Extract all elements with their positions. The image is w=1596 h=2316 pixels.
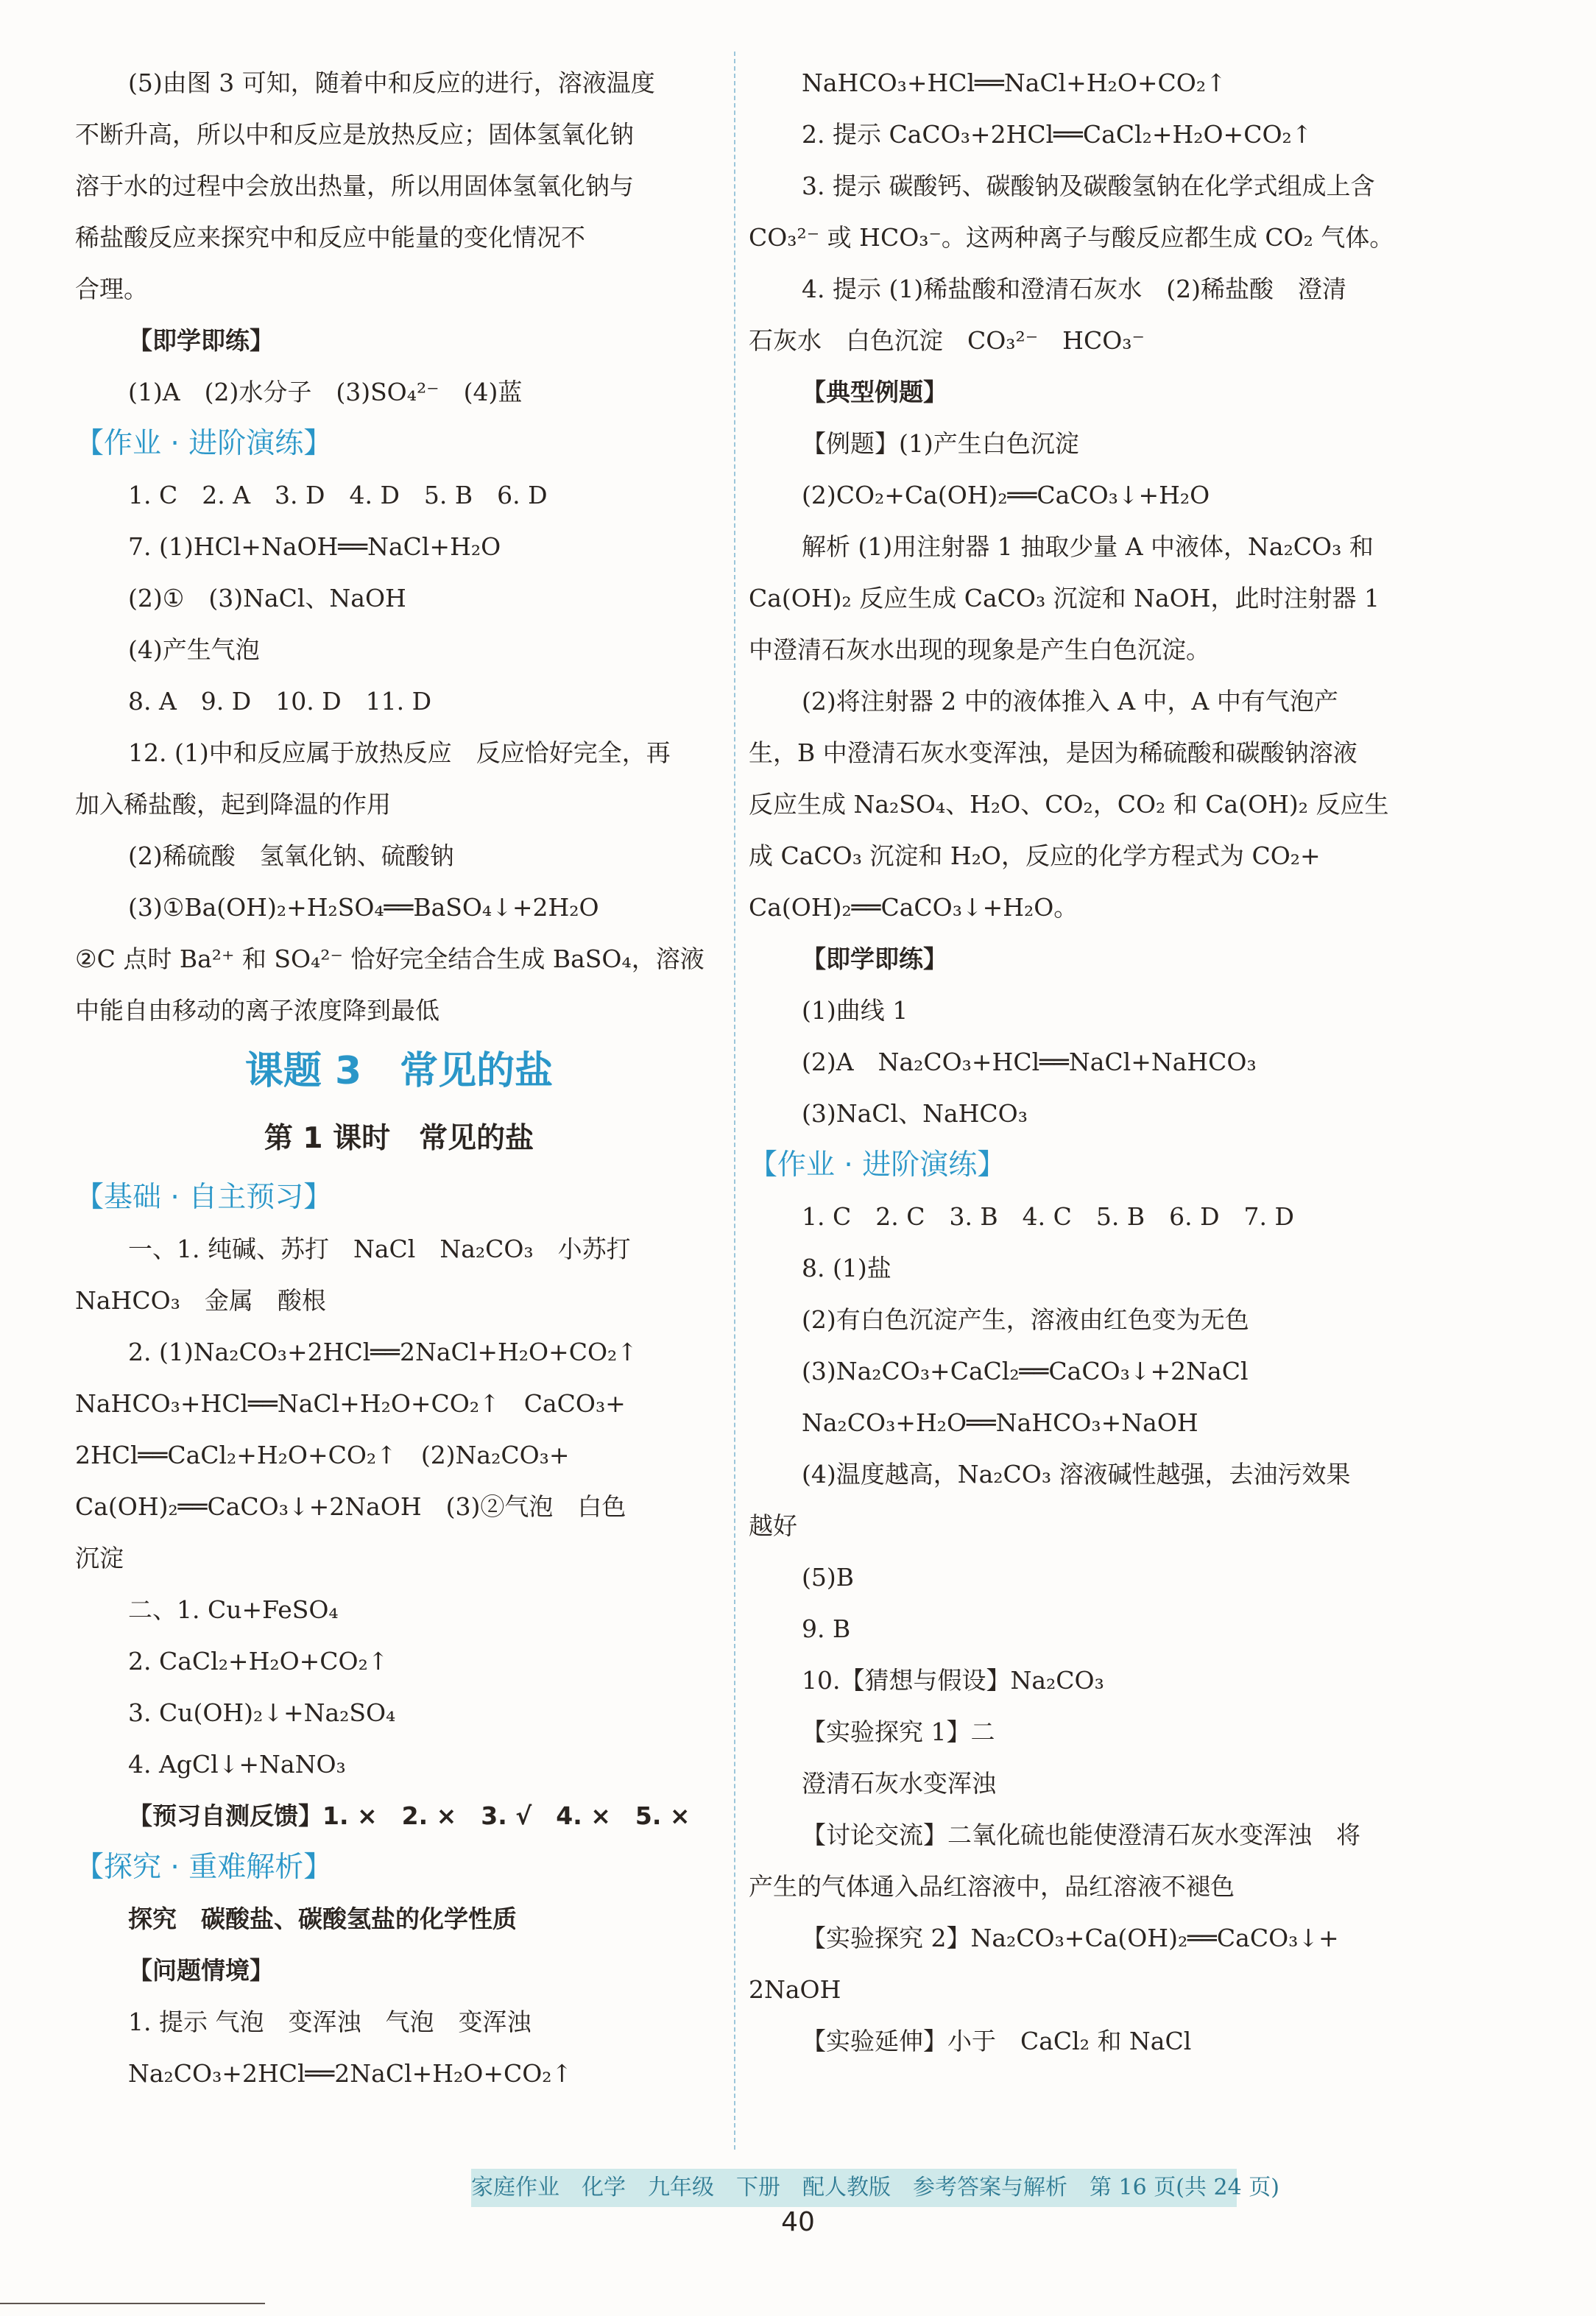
text-line: NaHCO₃+HCl══NaCl+H₂O+CO₂↑ CaCO₃+ <box>75 1389 626 1418</box>
text-line: Na₂CO₃+H₂O══NaHCO₃+NaOH <box>802 1408 1198 1437</box>
text-line: (2)将注射器 2 中的液体推入 A 中，A 中有气泡产 <box>802 687 1338 716</box>
text-line: 反应生成 Na₂SO₄、H₂O、CO₂，CO₂ 和 Ca(OH)₂ 反应生 <box>749 790 1389 819</box>
text-line: 12. (1)中和反应属于放热反应 反应恰好完全，再 <box>128 738 671 767</box>
text-line: 4. 提示 (1)稀盐酸和澄清石灰水 (2)稀盐酸 澄清 <box>802 275 1346 303</box>
text-line: 【实验探究 1】二 <box>802 1717 995 1746</box>
text-line: 2. CaCl₂+H₂O+CO₂↑ <box>128 1647 389 1676</box>
page-number: 40 <box>781 2207 815 2237</box>
text-line: 中能自由移动的离子浓度降到最低 <box>75 996 439 1025</box>
text-line: 【预习自测反馈】1. × 2. × 3. √ 4. × 5. × <box>128 1801 691 1830</box>
text-line: Ca(OH)₂══CaCO₃↓+2NaOH (3)②气泡 白色 <box>75 1492 626 1521</box>
footer-band: 家庭作业 化学 九年级 下册 配人教版 参考答案与解析 第 16 页(共 24 页) <box>471 2169 1237 2207</box>
text-line: 【实验探究 2】Na₂CO₃+Ca(OH)₂══CaCO₃↓+ <box>802 1924 1339 1952</box>
text-line: (1)A (2)水分子 (3)SO₄²⁻ (4)蓝 <box>128 378 523 406</box>
text-line: 石灰水 白色沉淀 CO₃²⁻ HCO₃⁻ <box>749 326 1145 355</box>
text-line: 中澄清石灰水出现的现象是产生白色沉淀。 <box>749 635 1210 664</box>
text-line: Na₂CO₃+2HCl══2NaCl+H₂O+CO₂↑ <box>128 2059 573 2088</box>
text-line: Ca(OH)₂ 反应生成 CaCO₃ 沉淀和 NaOH，此时注射器 1 <box>749 584 1380 612</box>
text-line: 沉淀 <box>75 1544 124 1572</box>
text-line: 澄清石灰水变浑浊 <box>802 1769 996 1798</box>
text-line: (2)稀硫酸 氢氧化钠、硫酸钠 <box>128 841 454 870</box>
text-line: 【例题】(1)产生白色沉淀 <box>802 429 1079 458</box>
text-line: 生，B 中澄清石灰水变浑浊，是因为稀硫酸和碳酸钠溶液 <box>749 738 1357 767</box>
text-line: 1. C 2. C 3. B 4. C 5. B 6. D 7. D <box>802 1202 1294 1231</box>
text-line: (5)由图 3 可知，随着中和反应的进行，溶液温度 <box>128 68 655 97</box>
text-line: 不断升高，所以中和反应是放热反应；固体氢氧化钠 <box>75 120 634 149</box>
text-line: 8. (1)盐 <box>802 1254 891 1282</box>
text-line: (2)A Na₂CO₃+HCl══NaCl+NaHCO₃ <box>802 1048 1257 1076</box>
section-header: 【探究 · 重难解析】 <box>75 1851 333 1884</box>
lesson-title: 第 1 课时 常见的盐 <box>264 1122 534 1155</box>
right-column <box>749 57 1396 2067</box>
text-line: 2. (1)Na₂CO₃+2HCl══2NaCl+H₂O+CO₂↑ <box>128 1338 638 1366</box>
column-divider <box>734 52 735 2150</box>
text-line: 一、1. 纯碱、苏打 NaCl Na₂CO₃ 小苏打 <box>128 1235 631 1263</box>
left-column <box>75 57 723 2100</box>
text-line: 4. AgCl↓+NaNO₃ <box>128 1750 346 1779</box>
text-line: (3)①Ba(OH)₂+H₂SO₄══BaSO₄↓+2H₂O <box>128 893 599 922</box>
bottom-rule <box>0 2303 265 2304</box>
text-line: (4)产生气泡 <box>128 635 260 664</box>
section-header: 【作业 · 进阶演练】 <box>75 427 333 460</box>
text-line: 溶于水的过程中会放出热量，所以用固体氢氧化钠与 <box>75 172 634 200</box>
text-line: 2. 提示 CaCO₃+2HCl══CaCl₂+H₂O+CO₂↑ <box>802 120 1313 149</box>
text-line: 合理。 <box>75 275 148 303</box>
text-line: 【即学即练】 <box>128 326 274 355</box>
text-line: 7. (1)HCl+NaOH══NaCl+H₂O <box>128 532 501 561</box>
text-line: Ca(OH)₂══CaCO₃↓+H₂O。 <box>749 893 1078 922</box>
text-line: 1. 提示 气泡 变浑浊 气泡 变浑浊 <box>128 2008 532 2036</box>
text-line: ②C 点时 Ba²⁺ 和 SO₄²⁻ 恰好完全结合生成 BaSO₄，溶液 <box>75 945 705 973</box>
text-line: (3)NaCl、NaHCO₃ <box>802 1099 1028 1128</box>
text-line: (2)CO₂+Ca(OH)₂══CaCO₃↓+H₂O <box>802 481 1210 509</box>
text-line: (2)有白色沉淀产生，溶液由红色变为无色 <box>802 1305 1249 1334</box>
text-line: 解析 (1)用注射器 1 抽取少量 A 中液体，Na₂CO₃ 和 <box>802 532 1374 561</box>
text-line: CO₃²⁻ 或 HCO₃⁻。这两种离子与酸反应都生成 CO₂ 气体。 <box>749 223 1394 252</box>
text-line: NaHCO₃+HCl══NaCl+H₂O+CO₂↑ <box>802 68 1226 97</box>
text-line: (4)温度越高，Na₂CO₃ 溶液碱性越强，去油污效果 <box>802 1460 1351 1489</box>
text-line: 成 CaCO₃ 沉淀和 H₂O，反应的化学方程式为 CO₂+ <box>749 841 1321 870</box>
text-line: 10.【猜想与假设】Na₂CO₃ <box>802 1666 1104 1695</box>
text-line: 【讨论交流】二氧化硫也能使澄清石灰水变浑浊 将 <box>802 1821 1360 1849</box>
text-line: 2NaOH <box>749 1975 841 2004</box>
text-line: (3)Na₂CO₃+CaCl₂══CaCO₃↓+2NaCl <box>802 1357 1249 1385</box>
section-header: 【作业 · 进阶演练】 <box>749 1148 1006 1182</box>
text-line: 【即学即练】 <box>802 945 947 973</box>
text-line: 8. A 9. D 10. D 11. D <box>128 687 432 716</box>
text-line: 加入稀盐酸，起到降温的作用 <box>75 790 391 819</box>
text-line: (5)B <box>802 1563 854 1592</box>
text-line: 【问题情境】 <box>128 1956 274 1985</box>
text-line: 2HCl══CaCl₂+H₂O+CO₂↑ (2)Na₂CO₃+ <box>75 1441 570 1469</box>
text-line: 1. C 2. A 3. D 4. D 5. B 6. D <box>128 481 548 509</box>
text-line: (2)① (3)NaCl、NaOH <box>128 584 406 612</box>
text-line: 3. 提示 碳酸钙、碳酸钠及碳酸氢钠在化学式组成上含 <box>802 172 1375 200</box>
text-line: 3. Cu(OH)₂↓+Na₂SO₄ <box>128 1698 396 1727</box>
text-line: 探究 碳酸盐、碳酸氢盐的化学性质 <box>128 1904 517 1933</box>
text-line: 【实验延伸】小于 CaCl₂ 和 NaCl <box>802 2027 1192 2055</box>
section-header: 【基础 · 自主预习】 <box>75 1181 333 1214</box>
text-line: 产生的气体通入品红溶液中，品红溶液不褪色 <box>749 1872 1235 1901</box>
chapter-title: 课题 3 常见的盐 <box>244 1049 554 1093</box>
text-line: 9. B <box>802 1614 851 1643</box>
text-line: (1)曲线 1 <box>802 996 908 1025</box>
text-line: 越好 <box>749 1511 797 1540</box>
text-line: NaHCO₃ 金属 酸根 <box>75 1286 326 1315</box>
text-line: 稀盐酸反应来探究中和反应中能量的变化情况不 <box>75 223 585 252</box>
text-line: 【典型例题】 <box>802 378 947 406</box>
text-line: 二、1. Cu+FeSO₄ <box>128 1595 339 1624</box>
